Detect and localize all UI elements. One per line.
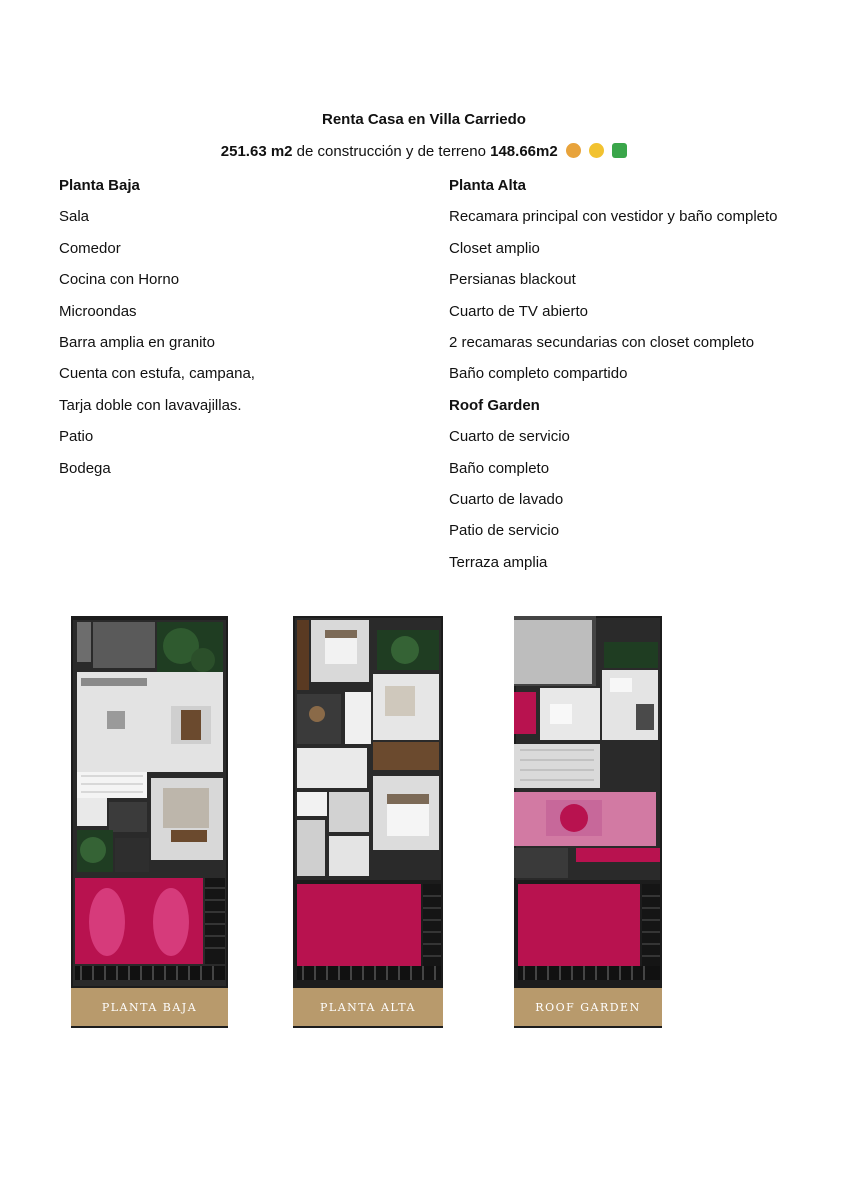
area-text: de construcción y de terreno <box>292 143 491 160</box>
construction-area: 251.63 m2 <box>220 143 293 160</box>
list-item: Barra amplia en granito <box>59 333 215 351</box>
list-item: 2 recamaras secundarias con closet completo <box>449 333 755 351</box>
sun-emoji <box>589 143 604 158</box>
list-item: Cuarto de servicio <box>449 428 570 446</box>
list-item: Cuarto de lavado <box>449 490 564 508</box>
list-item: Cuenta con estufa, campana, <box>59 365 255 383</box>
list-item: Patio <box>59 428 94 446</box>
list-item: Baño completo compartido <box>449 365 628 383</box>
planta-baja-list <box>59 176 255 490</box>
plan-label-planta-alta: PLANTA ALTA <box>293 988 443 1026</box>
planta-alta-heading: Planta Alta <box>449 177 526 194</box>
list-item: Tarja doble con lavavajillas. <box>59 396 242 414</box>
clover-emoji <box>612 143 627 158</box>
roof-garden-drawing <box>514 616 662 988</box>
list-item: Baño completo <box>449 459 550 477</box>
list-item: Cuarto de TV abierto <box>449 302 588 320</box>
planta-baja-heading: Planta Baja <box>59 177 140 194</box>
floor-plan-roof-garden <box>514 616 662 1028</box>
list-item: Microondas <box>59 302 137 320</box>
list-item: Sala <box>59 208 90 226</box>
floor-plan-planta-alta <box>293 616 443 1028</box>
area-summary <box>0 143 848 160</box>
plan-label-planta-baja: PLANTA BAJA <box>71 988 228 1026</box>
roof-garden-heading: Roof Garden <box>449 396 540 414</box>
list-item: Recamara principal con vestidor y baño completo <box>449 208 778 226</box>
planta-baja-drawing <box>71 616 228 988</box>
list-item: Patio de servicio <box>449 522 560 540</box>
land-area: 148.66m2 <box>490 143 558 160</box>
list-item: Closet amplio <box>449 239 540 257</box>
page-title: Renta Casa en Villa Carriedo <box>322 111 526 128</box>
floor-plan-planta-baja <box>71 616 228 1028</box>
list-item: Comedor <box>59 239 121 257</box>
planta-alta-drawing <box>293 616 443 988</box>
plan-label-roof-garden: ROOF GARDEN <box>514 988 662 1026</box>
list-item: Bodega <box>59 459 111 477</box>
smile-emoji <box>566 143 581 158</box>
planta-alta-list <box>449 176 778 584</box>
list-item: Terraza amplia <box>449 553 548 571</box>
list-item: Persianas blackout <box>449 271 576 289</box>
list-item: Cocina con Horno <box>59 271 180 289</box>
